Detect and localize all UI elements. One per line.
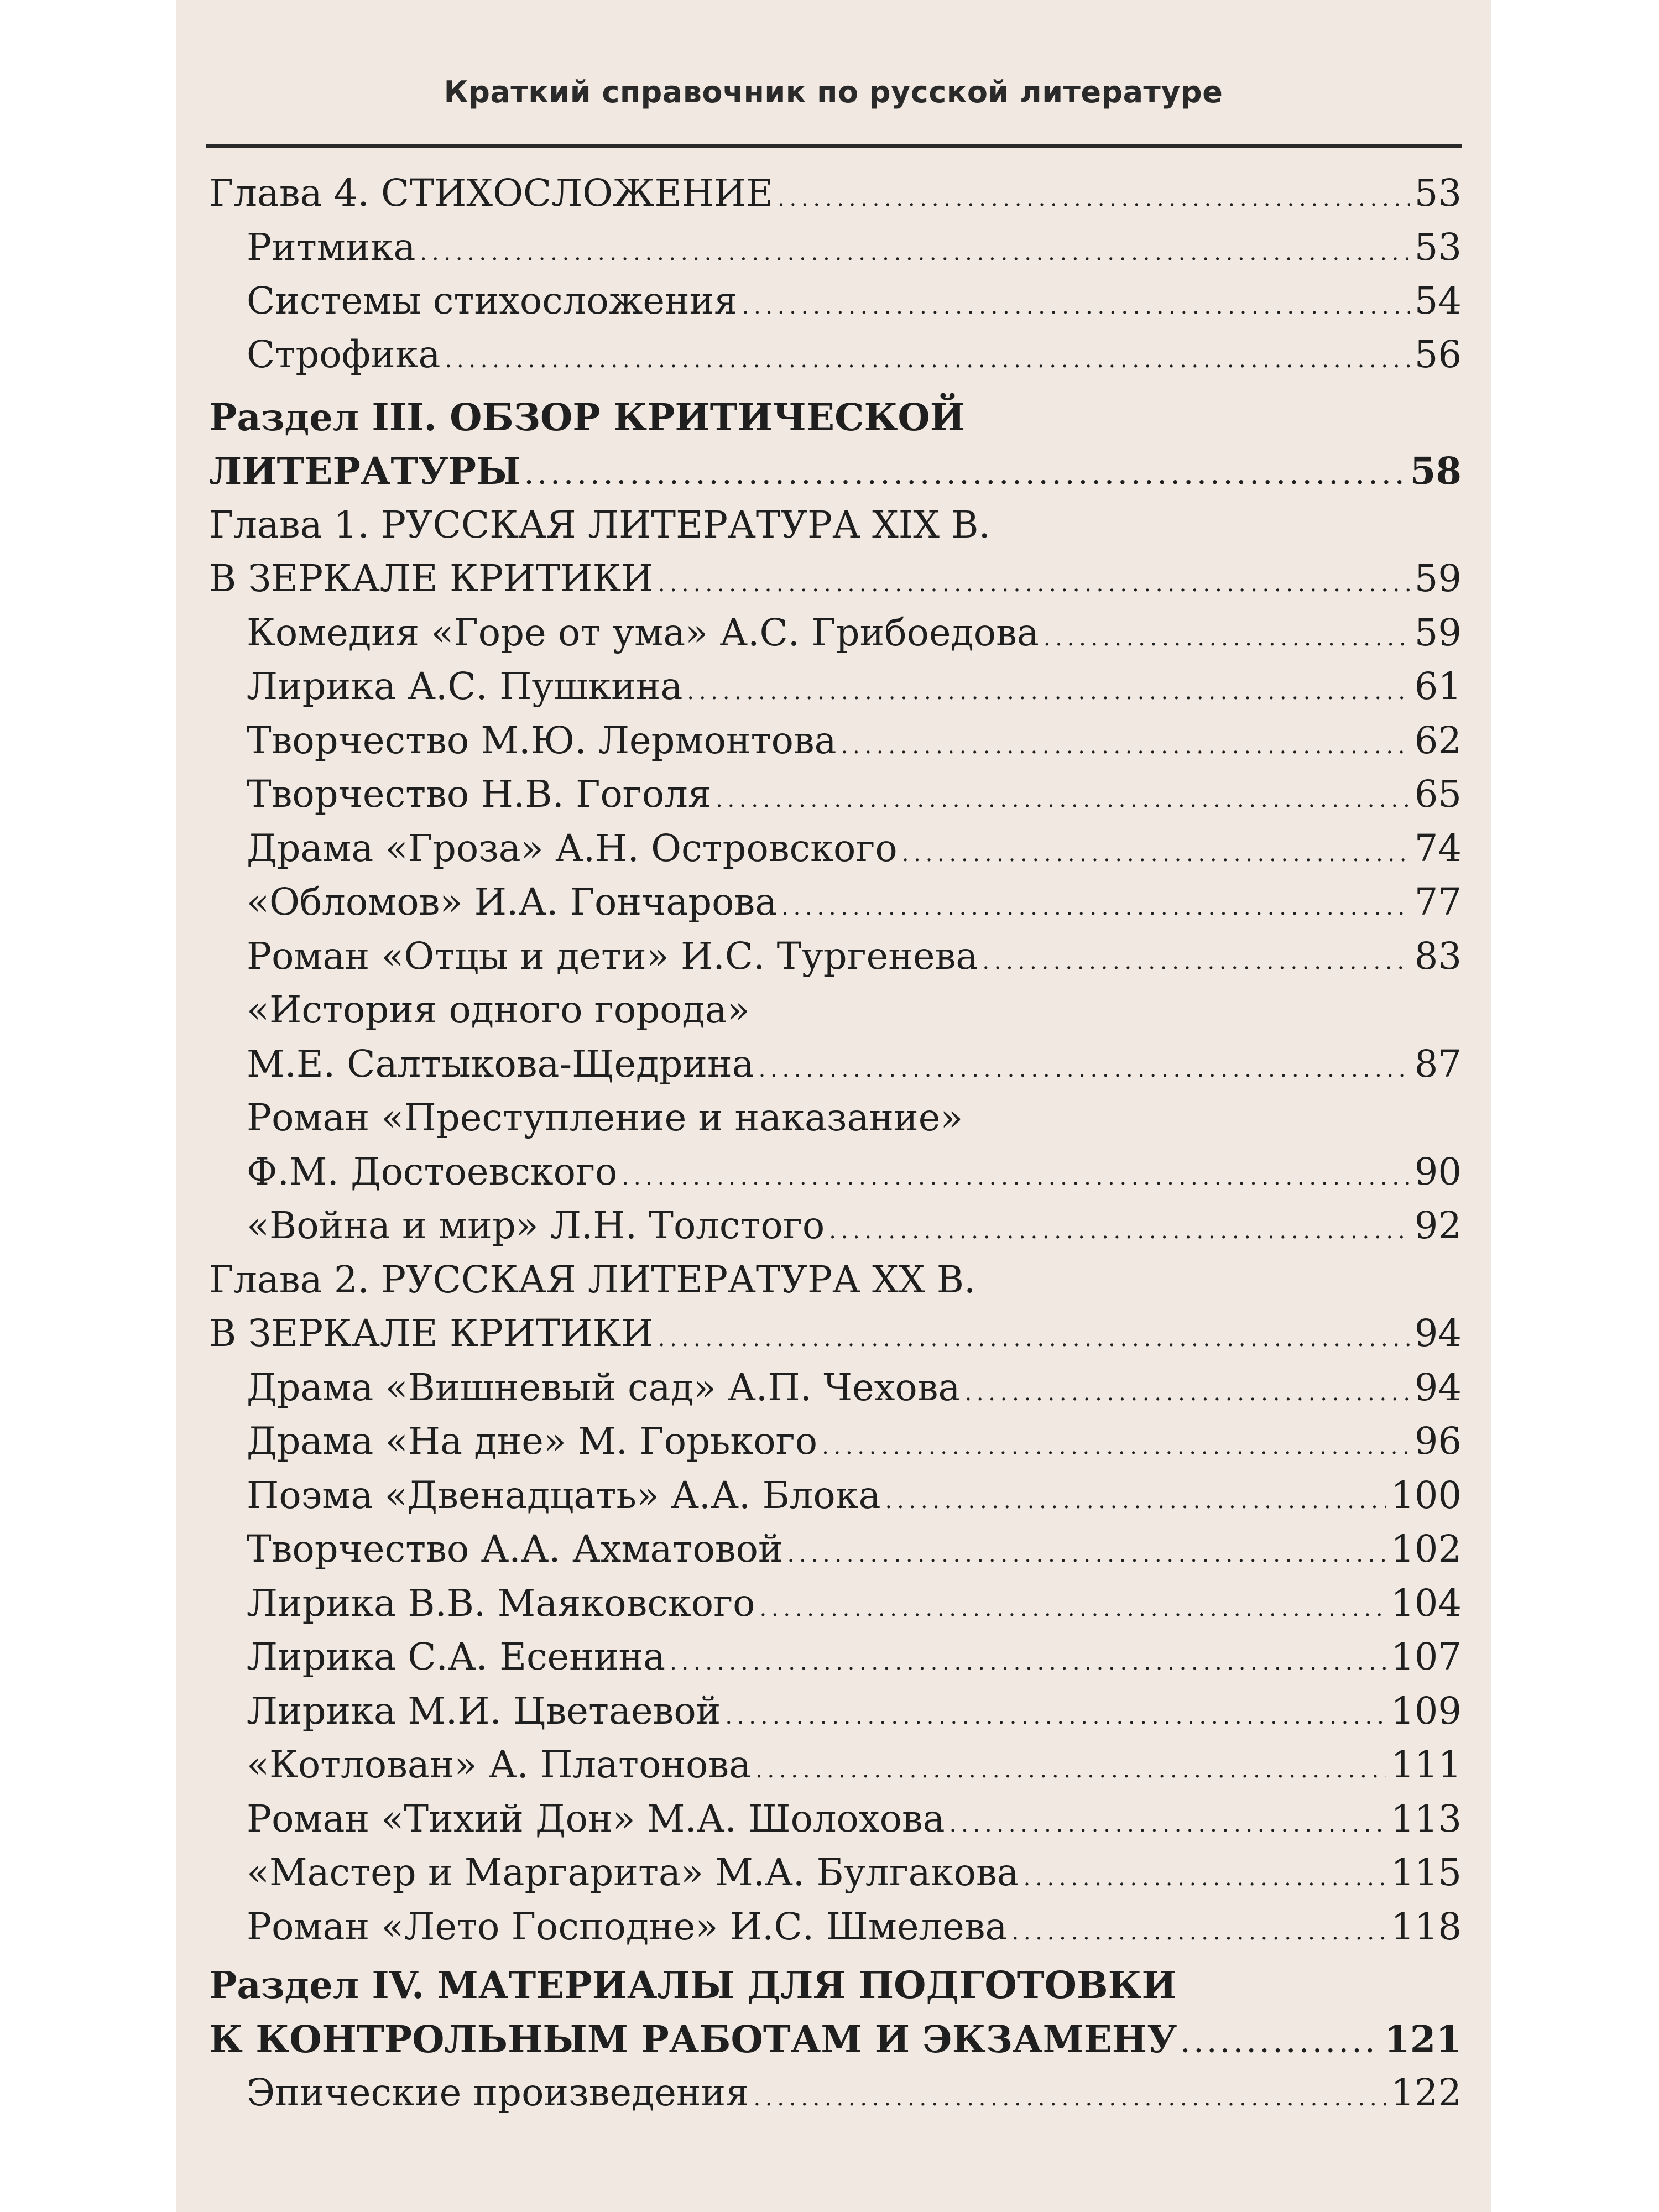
toc-entry bbox=[209, 2017, 1462, 2067]
toc-entry bbox=[209, 719, 1462, 769]
toc-entry-page-number: 54 bbox=[1414, 279, 1462, 322]
dot-leader bbox=[759, 1042, 1410, 1086]
dot-leader bbox=[982, 935, 1410, 978]
toc-entry-page-number: 62 bbox=[1414, 719, 1462, 762]
dot-leader bbox=[742, 279, 1410, 322]
toc-entry-title: Роман «Тихий Дон» М.А. Шолохова bbox=[247, 1797, 945, 1840]
toc-entry bbox=[209, 1527, 1462, 1577]
toc-entry bbox=[209, 1366, 1462, 1416]
toc-entry-page-number: 83 bbox=[1414, 935, 1462, 978]
toc-entry-page-number: 121 bbox=[1384, 2017, 1462, 2061]
toc-entry-page-number: 113 bbox=[1391, 1797, 1462, 1840]
toc-entry-title: Роман «Лето Господне» И.С. Шмелева bbox=[247, 1905, 1008, 1948]
toc-entry bbox=[209, 1204, 1462, 1254]
dot-leader bbox=[670, 1635, 1386, 1678]
toc-entry bbox=[209, 279, 1462, 329]
toc-entry-page-number: 104 bbox=[1391, 1582, 1462, 1625]
toc-entry bbox=[209, 1312, 1462, 1361]
toc-entry-title: Поэма «Двенадцать» А.А. Блока bbox=[247, 1474, 881, 1517]
dot-leader bbox=[841, 719, 1410, 762]
toc-entry bbox=[209, 1797, 1462, 1847]
toc-entry-title: Лирика С.А. Есенина bbox=[247, 1635, 666, 1678]
toc-entry bbox=[209, 773, 1462, 822]
dot-leader bbox=[781, 880, 1410, 924]
dot-leader bbox=[1044, 611, 1410, 654]
toc-entry-title: Лирика М.И. Цветаевой bbox=[247, 1689, 721, 1733]
toc-entry bbox=[209, 503, 1462, 553]
toc-entry bbox=[209, 1096, 1462, 1146]
toc-entry-page-number: 59 bbox=[1414, 557, 1462, 600]
toc-entry-title: Раздел III. ОБЗОР КРИТИЧЕСКОЙ bbox=[209, 395, 966, 439]
toc-entry bbox=[209, 611, 1462, 661]
toc-entry-title: «Обломов» И.А. Гончарова bbox=[247, 880, 778, 924]
toc-entry bbox=[209, 1258, 1462, 1308]
toc-entry-page-number: 115 bbox=[1391, 1851, 1462, 1894]
toc-entry-title: «Война и мир» Л.Н. Толстого bbox=[247, 1204, 825, 1247]
dot-leader bbox=[950, 1797, 1386, 1840]
toc-entry-page-number: 77 bbox=[1414, 880, 1462, 924]
toc-entry-title: Глава 1. РУССКАЯ ЛИТЕРАТУРА XIX В. bbox=[209, 503, 990, 546]
toc-entry-title: Роман «Отцы и дети» И.С. Тургенева bbox=[247, 935, 978, 978]
toc-entry-title: Глава 4. СТИХОСЛОЖЕНИЕ bbox=[209, 171, 774, 215]
toc-entry-page-number: 90 bbox=[1414, 1150, 1462, 1193]
toc-entry-title: Ф.М. Достоевского bbox=[247, 1150, 618, 1193]
toc-entry-title: «История одного города» bbox=[247, 988, 750, 1031]
toc-entry bbox=[209, 226, 1462, 275]
toc-entry-title: Раздел IV. МАТЕРИАЛЫ ДЛЯ ПОДГОТОВКИ bbox=[209, 1963, 1177, 2007]
toc-entry-page-number: 53 bbox=[1414, 226, 1462, 269]
dot-leader bbox=[755, 1743, 1386, 1786]
toc-entry-page-number: 65 bbox=[1414, 773, 1462, 816]
toc-entry-page-number: 102 bbox=[1391, 1527, 1462, 1571]
toc-entry-page-number: 100 bbox=[1391, 1474, 1462, 1517]
toc-entry bbox=[209, 880, 1462, 930]
dot-leader bbox=[829, 1204, 1410, 1247]
dot-leader bbox=[525, 449, 1406, 493]
toc-entry-page-number: 109 bbox=[1391, 1689, 1462, 1733]
toc-entry bbox=[209, 557, 1462, 607]
toc-entry-page-number: 122 bbox=[1391, 2071, 1462, 2114]
toc-entry bbox=[209, 1743, 1462, 1793]
toc-entry-title: Системы стихосложения bbox=[247, 279, 738, 322]
dot-leader bbox=[885, 1474, 1387, 1517]
toc-entry-title: Лирика В.В. Маяковского bbox=[247, 1582, 755, 1625]
toc-entry-page-number: 92 bbox=[1414, 1204, 1462, 1247]
dot-leader bbox=[1181, 2017, 1380, 2061]
toc-entry-page-number: 111 bbox=[1391, 1743, 1462, 1786]
toc-entry bbox=[209, 1582, 1462, 1631]
toc-entry-page-number: 56 bbox=[1414, 333, 1462, 376]
toc-entry-title: Комедия «Горе от ума» А.С. Грибоедова bbox=[247, 611, 1039, 654]
dot-leader bbox=[725, 1689, 1386, 1733]
toc-entry-title: Глава 2. РУССКАЯ ЛИТЕРАТУРА XX В. bbox=[209, 1258, 976, 1301]
toc-entry-title: Ритмика bbox=[247, 226, 416, 269]
toc-entry-title: М.Е. Салтыкова-Щедрина bbox=[247, 1042, 754, 1086]
toc-entry bbox=[209, 935, 1462, 984]
dot-leader bbox=[658, 557, 1410, 600]
toc-entry-title: Роман «Преступление и наказание» bbox=[247, 1096, 963, 1139]
toc-entry-title: ЛИТЕРАТУРЫ bbox=[209, 449, 521, 493]
toc-entry-title: «Котлован» А. Платонова bbox=[247, 1743, 752, 1786]
running-header: Краткий справочник по русской литературе bbox=[444, 75, 1223, 109]
toc-entry bbox=[209, 1474, 1462, 1524]
toc-entry bbox=[209, 1420, 1462, 1469]
toc-entry-title: Драма «Гроза» А.Н. Островского bbox=[247, 827, 898, 870]
toc-entry-title: «Мастер и Маргарита» М.А. Булгакова bbox=[247, 1851, 1019, 1894]
toc-entry-title: Творчество М.Ю. Лермонтова bbox=[247, 719, 837, 762]
toc-entry bbox=[209, 1042, 1462, 1092]
toc-entry-page-number: 107 bbox=[1391, 1635, 1462, 1678]
toc-entry-title: К КОНТРОЛЬНЫМ РАБОТАМ И ЭКЗАМЕНУ bbox=[209, 2017, 1177, 2061]
toc-entry-title: Эпические произведения bbox=[247, 2071, 749, 2114]
header-rule bbox=[206, 144, 1462, 148]
dot-leader bbox=[1011, 1905, 1386, 1948]
toc-entry bbox=[209, 1905, 1462, 1955]
toc-entry-page-number: 87 bbox=[1414, 1042, 1462, 1086]
toc-entry-page-number: 74 bbox=[1414, 827, 1462, 870]
dot-leader bbox=[445, 333, 1410, 376]
toc-entry bbox=[209, 665, 1462, 714]
toc-entry bbox=[209, 827, 1462, 877]
toc-entry-title: Творчество Н.В. Гоголя bbox=[247, 773, 712, 816]
toc-entry bbox=[209, 171, 1462, 221]
toc-entry-title: Драма «Вишневый сад» А.П. Чехова bbox=[247, 1366, 961, 1409]
dot-leader bbox=[753, 2071, 1386, 2114]
dot-leader bbox=[658, 1312, 1410, 1355]
toc-entry-title: Строфика bbox=[247, 333, 441, 376]
toc-entry-title: Драма «На дне» М. Горького bbox=[247, 1420, 818, 1463]
toc-entry bbox=[209, 988, 1462, 1038]
book-page bbox=[176, 0, 1491, 2212]
toc-entry bbox=[209, 1851, 1462, 1901]
toc-entry bbox=[209, 395, 1462, 445]
dot-leader bbox=[760, 1582, 1387, 1625]
dot-leader bbox=[787, 1527, 1387, 1571]
toc-entry-title: Лирика А.С. Пушкина bbox=[247, 665, 683, 708]
toc-entry-page-number: 118 bbox=[1391, 1905, 1462, 1948]
dot-leader bbox=[622, 1150, 1410, 1193]
toc-entry-page-number: 94 bbox=[1414, 1366, 1462, 1409]
toc-entry bbox=[209, 1689, 1462, 1739]
dot-leader bbox=[687, 665, 1410, 708]
toc-entry-page-number: 58 bbox=[1410, 449, 1462, 493]
dot-leader bbox=[964, 1366, 1410, 1409]
toc-entry bbox=[209, 1963, 1462, 2013]
toc-entry-title: Творчество А.А. Ахматовой bbox=[247, 1527, 783, 1571]
toc-entry bbox=[209, 333, 1462, 383]
toc-entry-title: В ЗЕРКАЛЕ КРИТИКИ bbox=[209, 1312, 654, 1355]
toc-entry-page-number: 61 bbox=[1414, 665, 1462, 708]
toc-entry-page-number: 96 bbox=[1414, 1420, 1462, 1463]
dot-leader bbox=[822, 1420, 1410, 1463]
toc-entry-page-number: 94 bbox=[1414, 1312, 1462, 1355]
dot-leader bbox=[778, 171, 1410, 215]
toc-entry-page-number: 53 bbox=[1414, 171, 1462, 215]
dot-leader bbox=[1024, 1851, 1386, 1894]
toc-entry bbox=[209, 1150, 1462, 1200]
toc-entry bbox=[209, 449, 1462, 499]
dot-leader bbox=[902, 827, 1410, 870]
toc-entry bbox=[209, 2071, 1462, 2121]
toc-entry bbox=[209, 1635, 1462, 1685]
toc-entry-page-number: 59 bbox=[1414, 611, 1462, 654]
toc-entry-title: В ЗЕРКАЛЕ КРИТИКИ bbox=[209, 557, 654, 600]
dot-leader bbox=[716, 773, 1410, 816]
dot-leader bbox=[420, 226, 1410, 269]
